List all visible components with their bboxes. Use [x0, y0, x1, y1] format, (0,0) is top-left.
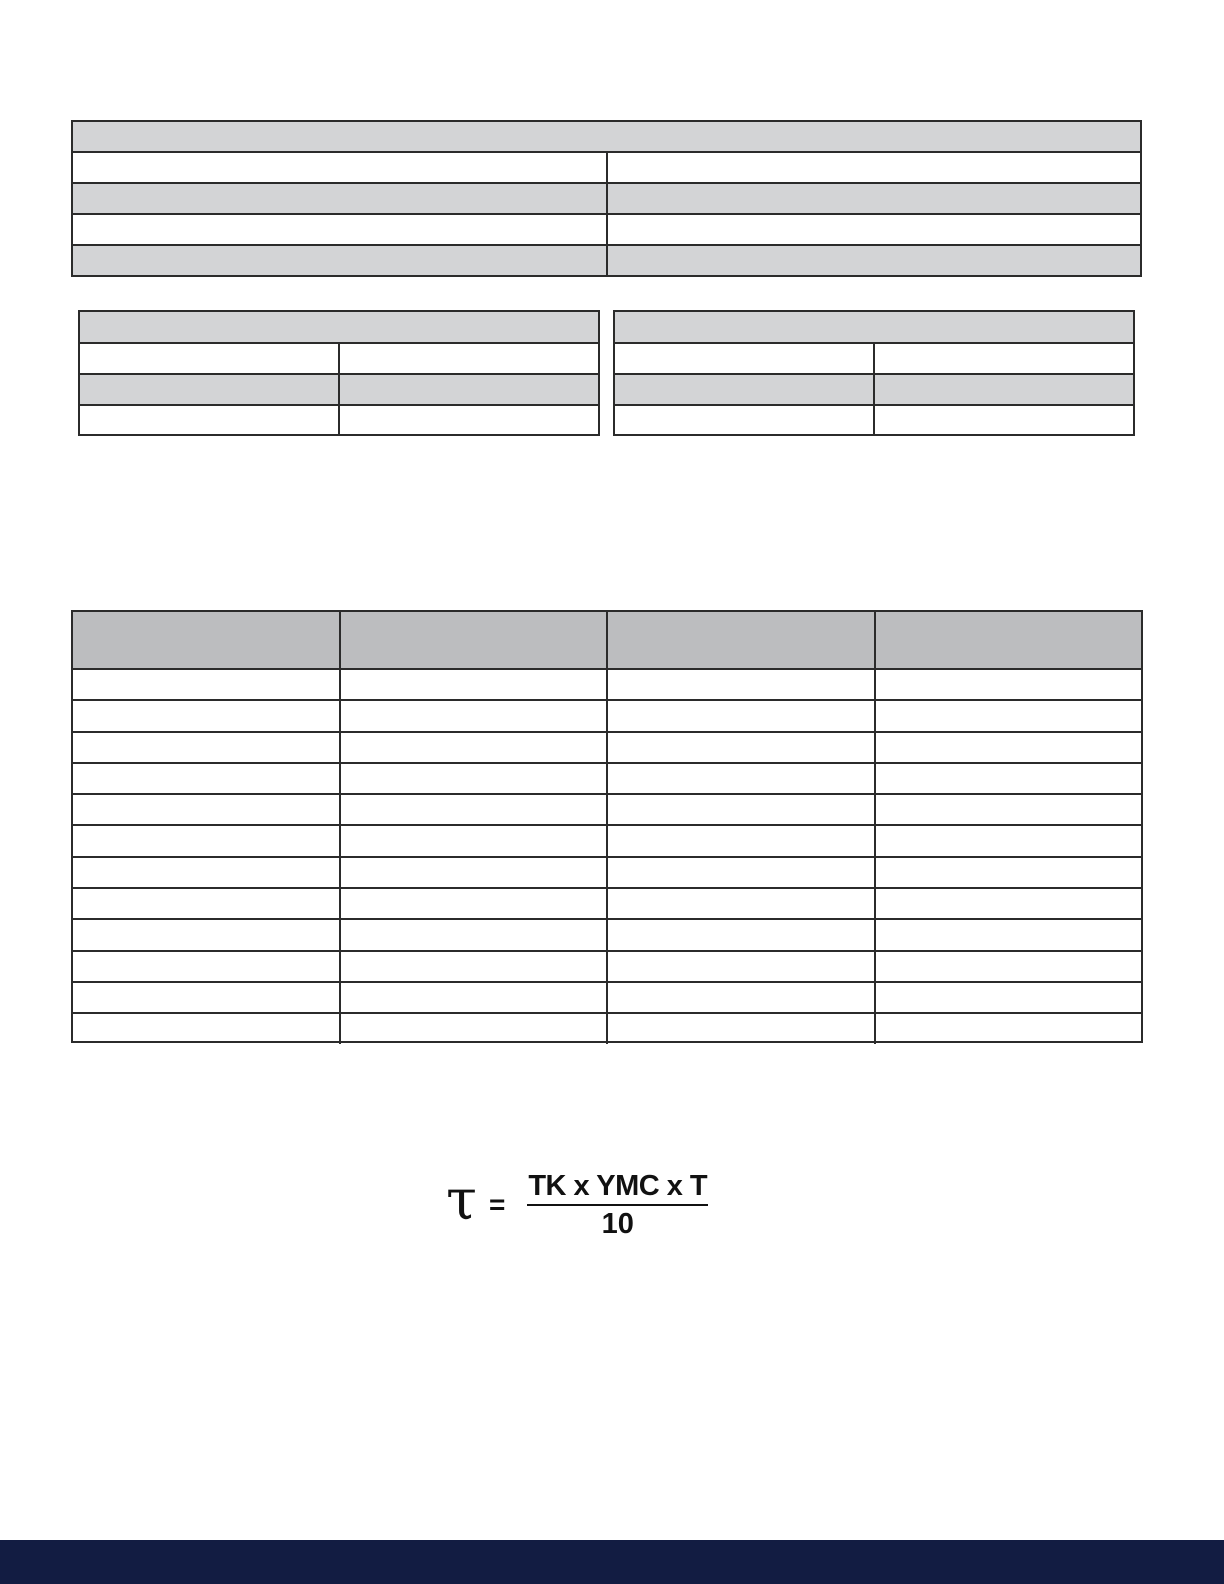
info-table-field[interactable] — [606, 184, 1141, 213]
sub-table-field[interactable] — [615, 375, 873, 404]
table-cell[interactable] — [339, 670, 607, 699]
sub-table-row — [615, 404, 1133, 435]
left-sub-table — [78, 310, 600, 436]
column-header — [874, 612, 1142, 668]
table-cell[interactable] — [73, 795, 339, 824]
info-table-row — [73, 151, 1140, 182]
table-row — [73, 699, 1141, 730]
table-cell[interactable] — [73, 701, 339, 730]
tau-symbol: τ — [446, 1168, 477, 1233]
info-table-row — [73, 244, 1140, 275]
table-cell[interactable] — [874, 701, 1142, 730]
sub-table-header-row — [615, 312, 1133, 342]
table-cell[interactable] — [874, 952, 1142, 981]
info-table-field[interactable] — [606, 246, 1141, 275]
table-cell[interactable] — [874, 764, 1142, 793]
sub-table-row — [80, 373, 598, 404]
table-cell[interactable] — [73, 764, 339, 793]
sub-table-field[interactable] — [338, 344, 598, 373]
readings-table — [71, 610, 1143, 1043]
table-cell[interactable] — [73, 733, 339, 762]
table-cell[interactable] — [339, 983, 607, 1012]
info-table-field[interactable] — [606, 153, 1141, 182]
table-cell[interactable] — [339, 795, 607, 824]
table-row — [73, 981, 1141, 1012]
footer-bar — [0, 1540, 1224, 1584]
sub-table-field[interactable] — [873, 344, 1133, 373]
table-cell[interactable] — [874, 889, 1142, 918]
table-cell[interactable] — [874, 795, 1142, 824]
info-table-field[interactable] — [73, 153, 606, 182]
column-header — [339, 612, 607, 668]
table-cell[interactable] — [606, 733, 874, 762]
table-cell[interactable] — [606, 1014, 874, 1043]
sub-table-field[interactable] — [615, 406, 873, 435]
table-row — [73, 950, 1141, 981]
table-row — [73, 668, 1141, 699]
table-row — [73, 793, 1141, 824]
info-table — [71, 120, 1142, 277]
column-header — [606, 612, 874, 668]
table-cell[interactable] — [606, 858, 874, 887]
table-cell[interactable] — [73, 670, 339, 699]
equals-sign: = — [488, 1189, 506, 1220]
table-cell[interactable] — [73, 952, 339, 981]
table-row — [73, 762, 1141, 793]
sub-table-header-cell — [615, 312, 1133, 342]
sub-table-field[interactable] — [80, 344, 338, 373]
info-table-row — [73, 182, 1140, 213]
table-row — [73, 918, 1141, 949]
formula-denominator: 10 — [601, 1207, 634, 1240]
table-cell[interactable] — [339, 826, 607, 855]
sub-table-row — [80, 404, 598, 435]
table-cell[interactable] — [606, 701, 874, 730]
info-table-field[interactable] — [73, 184, 606, 213]
table-cell[interactable] — [606, 952, 874, 981]
sub-table-field[interactable] — [338, 406, 598, 435]
table-cell[interactable] — [606, 826, 874, 855]
table-cell[interactable] — [73, 920, 339, 949]
table-cell[interactable] — [874, 983, 1142, 1012]
table-cell[interactable] — [339, 764, 607, 793]
sub-table-row — [80, 342, 598, 373]
table-cell[interactable] — [339, 733, 607, 762]
sub-table-field[interactable] — [80, 406, 338, 435]
table-cell[interactable] — [874, 920, 1142, 949]
table-cell[interactable] — [339, 858, 607, 887]
info-table-field[interactable] — [73, 215, 606, 244]
table-cell[interactable] — [73, 983, 339, 1012]
readings-table-header-row — [73, 612, 1141, 668]
table-cell[interactable] — [874, 733, 1142, 762]
sub-table-field[interactable] — [615, 344, 873, 373]
table-cell[interactable] — [606, 795, 874, 824]
right-sub-table — [613, 310, 1135, 436]
sub-table-row — [615, 373, 1133, 404]
info-table-field[interactable] — [606, 215, 1141, 244]
table-cell[interactable] — [339, 952, 607, 981]
sub-table-field[interactable] — [80, 375, 338, 404]
table-cell[interactable] — [339, 701, 607, 730]
table-cell[interactable] — [339, 1014, 607, 1043]
formula-numerator: TK x YMC x T — [527, 1170, 708, 1206]
table-cell[interactable] — [73, 826, 339, 855]
table-cell[interactable] — [73, 858, 339, 887]
info-table-row — [73, 213, 1140, 244]
table-cell[interactable] — [606, 889, 874, 918]
sub-table-field[interactable] — [338, 375, 598, 404]
table-cell[interactable] — [339, 889, 607, 918]
info-table-header-cell — [73, 122, 1140, 151]
sub-table-header-cell — [80, 312, 598, 342]
table-cell[interactable] — [874, 670, 1142, 699]
table-row — [73, 1012, 1141, 1043]
table-row — [73, 824, 1141, 855]
table-cell[interactable] — [874, 826, 1142, 855]
info-table-header-row — [73, 122, 1140, 151]
column-header — [73, 612, 339, 668]
table-cell[interactable] — [73, 889, 339, 918]
table-row — [73, 731, 1141, 762]
table-cell[interactable] — [339, 920, 607, 949]
table-cell[interactable] — [606, 764, 874, 793]
sub-table-field[interactable] — [873, 375, 1133, 404]
table-cell[interactable] — [874, 858, 1142, 887]
torque-formula — [446, 1160, 746, 1250]
table-row — [73, 887, 1141, 918]
sub-table-header-row — [80, 312, 598, 342]
table-row — [73, 856, 1141, 887]
fraction — [527, 1170, 708, 1241]
table-cell[interactable] — [606, 983, 874, 1012]
table-cell[interactable] — [606, 670, 874, 699]
table-cell[interactable] — [874, 1014, 1142, 1043]
table-cell[interactable] — [73, 1014, 339, 1043]
info-table-field[interactable] — [73, 246, 606, 275]
table-cell[interactable] — [606, 920, 874, 949]
sub-table-field[interactable] — [873, 406, 1133, 435]
sub-table-row — [615, 342, 1133, 373]
